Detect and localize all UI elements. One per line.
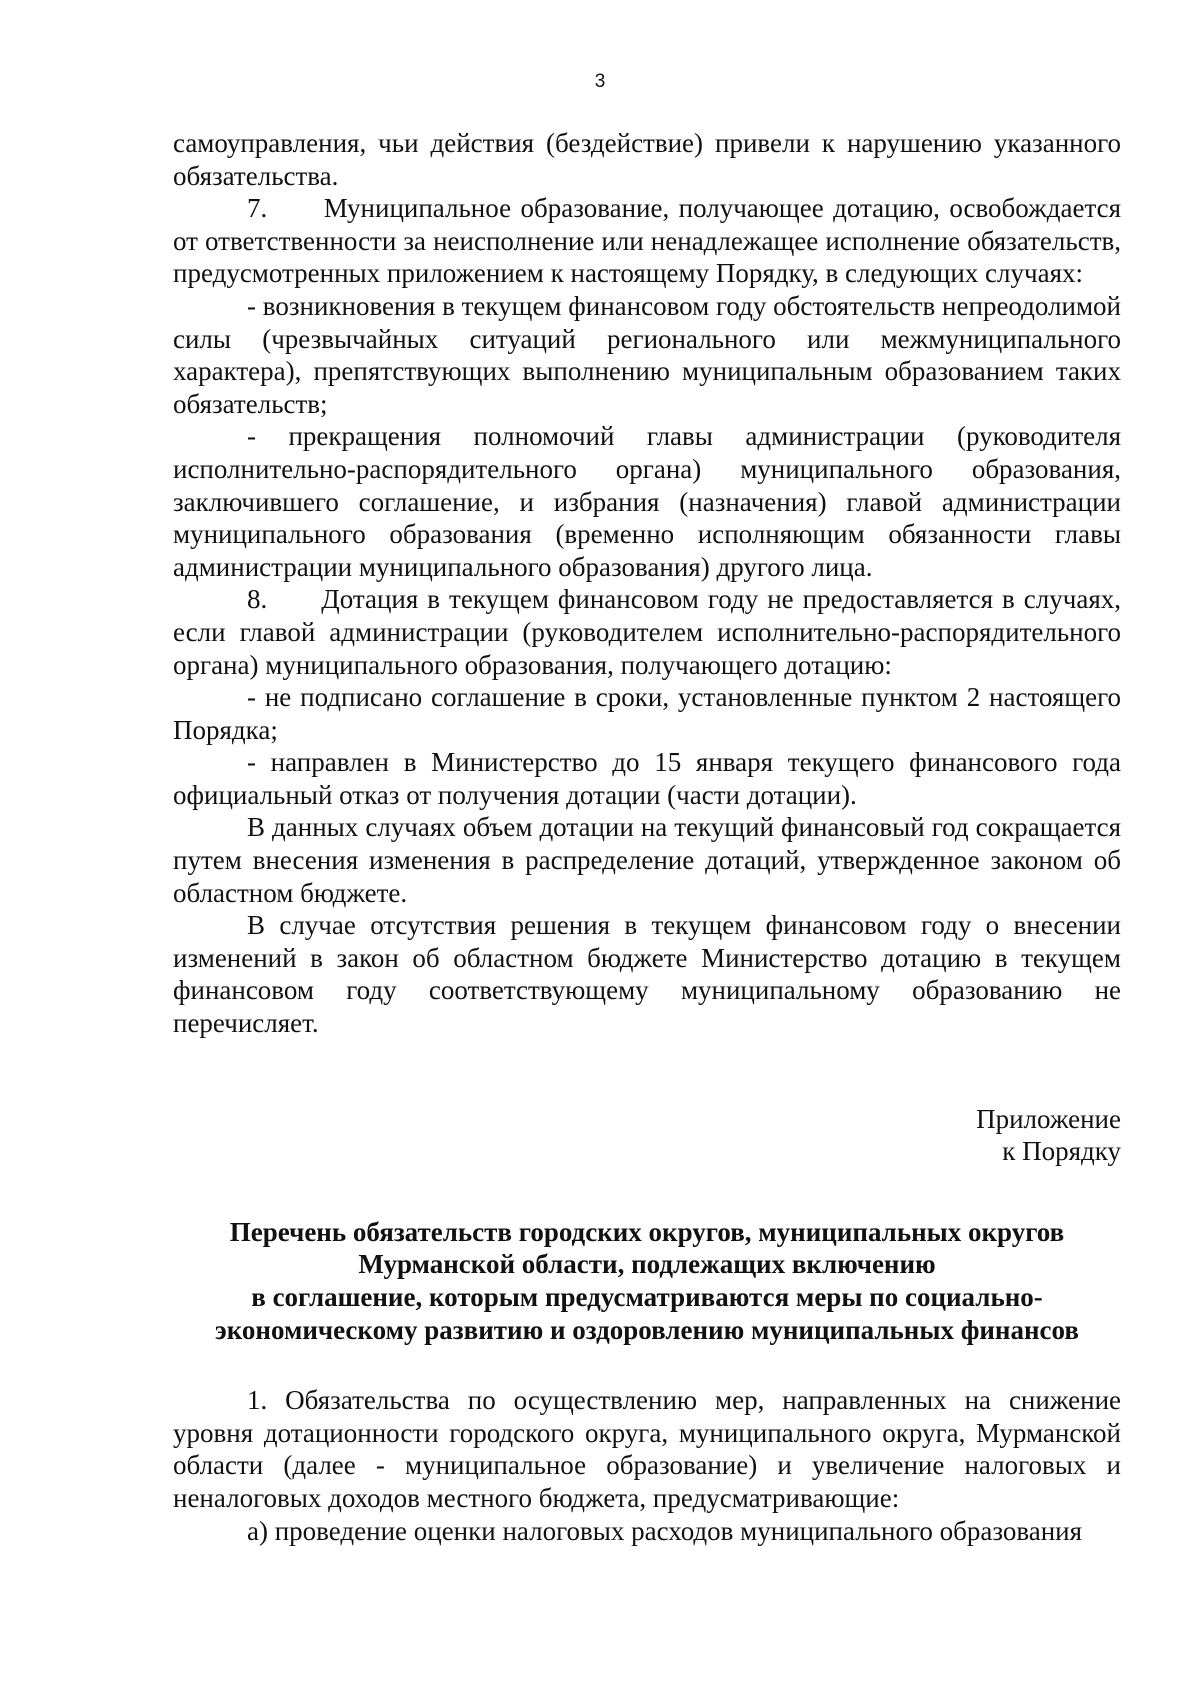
paragraph-obligation-1a: а) проведение оценки налоговых расходов муниципального образования — [247, 1515, 1083, 1546]
paragraph-volume-reduction: В данных случаях объем дотации на текущий финансовый год сокращается путем внесения изменения в распределение дотаций, утвержденное законом об областном бюджете. — [173, 812, 1121, 908]
list-content — [173, 1384, 1121, 1547]
paragraph-obligation-1: 1. Обязательства по осуществлению мер, направленных на снижение уровня дотационности городского округа, муниципального округа, Мурманской области (далее - муниципальное образование) и увеличение налоговых и неналоговых доходов местного бюджета, предусматривающие: — [173, 1385, 1121, 1513]
paragraph-continuation: самоуправления, чьи действия (бездействие) привели к нарушению указанного обязательства. — [173, 128, 1121, 191]
paragraph-no-transfer: В случае отсутствия решения в текущем финансовом году о внесении изменений в закон об областном бюджете Министерство дотацию в текущем финансовом году соответствующему муниципальному образованию не перечисляет. — [173, 910, 1121, 1039]
paragraph-case-not-signed: - не подписано соглашение в сроки, установленные пунктом 2 настоящего Порядка; — [173, 682, 1121, 745]
paragraph-item-8: 8. Дотация в текущем финансовом году не предоставляется в случаях, если главой администрации (руководителем исполнительно-распорядительного органа) муниципального образования, получающего дотацию: — [173, 584, 1121, 680]
appendix-line: к Порядку — [1002, 1136, 1121, 1167]
list-title — [173, 1216, 1121, 1346]
appendix-line: Приложение — [976, 1103, 1121, 1134]
paragraph-case-refusal: - направлен в Министерство до 15 января текущего финансового года официальный отказ от получения дотации (части дотации). — [173, 747, 1121, 810]
list-title-line: Мурманской области, подлежащих включению — [358, 1249, 936, 1280]
list-title-line: в соглашение, которым предусматриваются меры по социально- — [251, 1282, 1043, 1312]
page-number: 3 — [594, 71, 606, 92]
list-title-line: Перечень обязательств городских округов, муниципальных округов — [229, 1216, 1065, 1247]
paragraph-item-7: 7. Муниципальное образование, получающее дотацию, освобождается от ответственности за неисполнение или ненадлежащее исполнение обязательств, предусмотренных приложением к настоящему Порядку, в следующих случаях: — [173, 193, 1121, 289]
paragraph-case-head-change: - прекращения полномочий главы администрации (руководителя исполнительно-распорядительного органа) муниципального образования, заключившего соглашение, и избрания (назначения) главой администрации муниципального образования (временно исполняющим обязанности главы администрации муниципального образования) другого лица. — [173, 421, 1121, 582]
appendix-note — [173, 1103, 1121, 1168]
document-body — [173, 127, 1121, 1547]
paragraph-case-force-majeure: - возникновения в текущем финансовом году обстоятельств непреодолимой силы (чрезвычайных ситуаций регионального или межмуниципального характера), препятствующих выполнению муниципальным образованием таких обязательств; — [173, 290, 1121, 419]
list-title-line: экономическому развитию и оздоровлению муниципальных финансов — [215, 1314, 1079, 1345]
